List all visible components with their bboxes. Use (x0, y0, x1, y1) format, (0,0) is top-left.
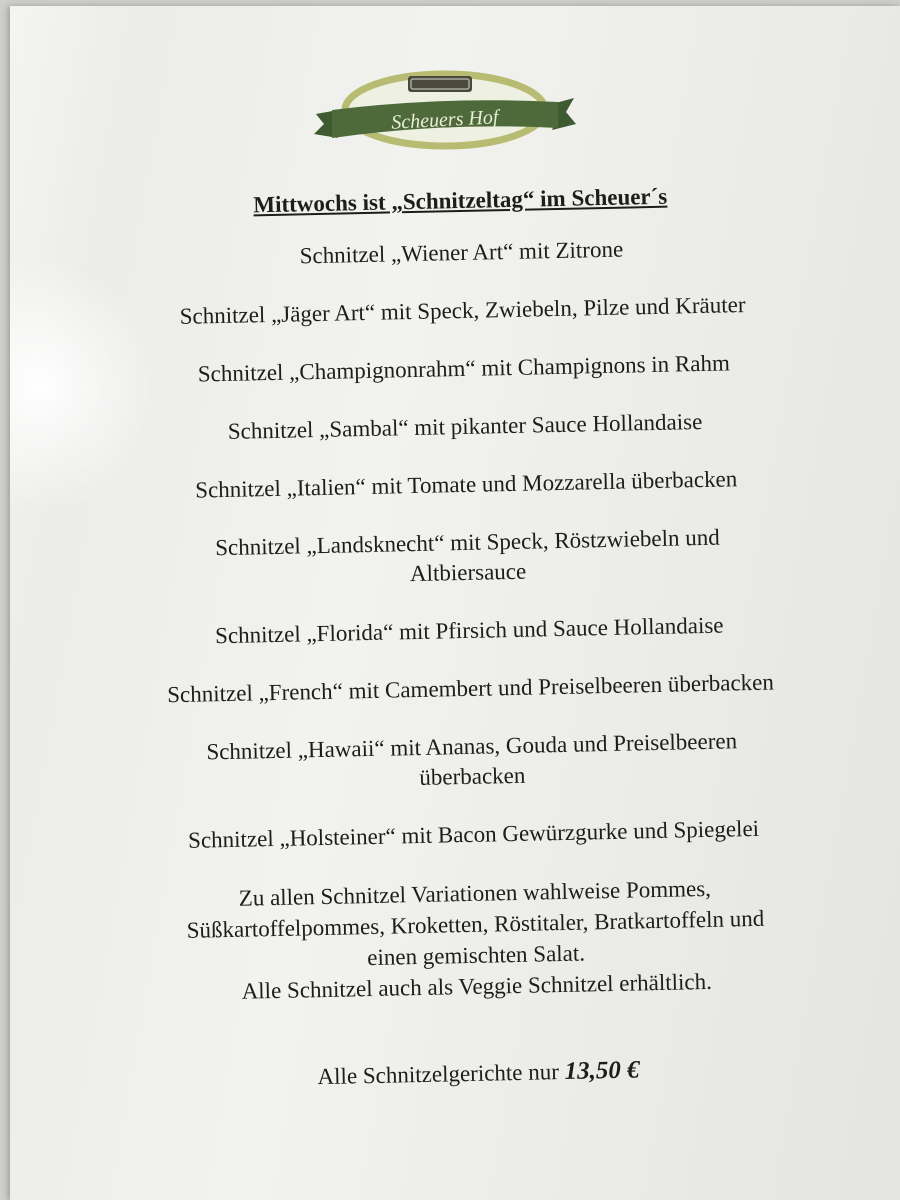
side-dish-note (85, 870, 867, 1010)
dish-description-continued: überbacken (419, 762, 526, 790)
dish-name: Schnitzel „Italien“ (195, 474, 367, 503)
dish-item (72, 288, 852, 334)
dish-description: mit Zitrone (518, 236, 624, 264)
note-line: Süßkartoffelpommes, Kroketten, Röstitaler, Bratkartoffeln und (186, 905, 765, 943)
dish-item (71, 230, 851, 276)
dish-description: mit Champignons in Rahm (481, 350, 731, 381)
dish-description: mit Speck, Röstzwiebeln und (449, 524, 720, 556)
dish-item (75, 404, 855, 450)
note-line: Zu allen Schnitzel Variationen wahlweise Pommes, (238, 875, 712, 911)
menu-content (70, 178, 869, 1096)
menu-title: Mittwochs ist „Schnitzeltag“ im Scheuer´s (253, 183, 668, 218)
dish-description: mit Pfirsich und Sauce Hollandaise (398, 612, 724, 645)
dish-item (76, 462, 856, 508)
dish-description: mit Camembert und Preiselbeeren überbacken (348, 669, 775, 704)
dish-item (80, 666, 860, 712)
dish-name: Schnitzel „French“ (166, 678, 344, 708)
dish-description: mit pikanter Sauce Hollandaise (414, 408, 703, 441)
price-line (88, 1052, 868, 1096)
note-line: Alle Schnitzel auch als Veggie Schnitzel erhältlich. (241, 968, 713, 1004)
dish-item (82, 724, 863, 800)
dish-name: Schnitzel „Landsknecht“ (214, 530, 445, 561)
price-value: 13,50 € (564, 1056, 640, 1085)
svg-text:Scheuers Hof: Scheuers Hof (390, 106, 499, 134)
scheuers-hof-logo (310, 68, 580, 158)
dish-name: Schnitzel „Jäger Art“ (179, 299, 376, 329)
dish-description: mit Bacon Gewürzgurke und Spiegelei (401, 815, 760, 849)
dish-name: Schnitzel „Florida“ (214, 619, 394, 649)
menu-sheet (10, 6, 900, 1200)
dish-name: Schnitzel „Hawaii“ (206, 735, 385, 765)
dish-description: mit Tomate und Mozzarella überbacken (371, 466, 738, 499)
dish-name: Schnitzel „Sambal“ (227, 415, 409, 444)
dish-description: mit Ananas, Gouda und Preiselbeeren (390, 728, 738, 761)
dish-item (77, 520, 858, 596)
dish-name: Schnitzel „Holsteiner“ (187, 823, 396, 853)
dish-name: Schnitzel „Wiener Art“ (299, 238, 514, 269)
dish-description-continued: Altbiersauce (409, 558, 527, 587)
dish-item (83, 812, 863, 858)
dish-name: Schnitzel „Champignonrahm“ (197, 355, 476, 387)
price-label: Alle Schnitzelgerichte nur (317, 1059, 560, 1090)
dish-item (79, 608, 859, 654)
dish-description: mit Speck, Zwiebeln, Pilze und Kräuter (380, 292, 746, 325)
note-line: einen gemischten Salat. (366, 940, 586, 971)
dish-item (74, 346, 854, 392)
